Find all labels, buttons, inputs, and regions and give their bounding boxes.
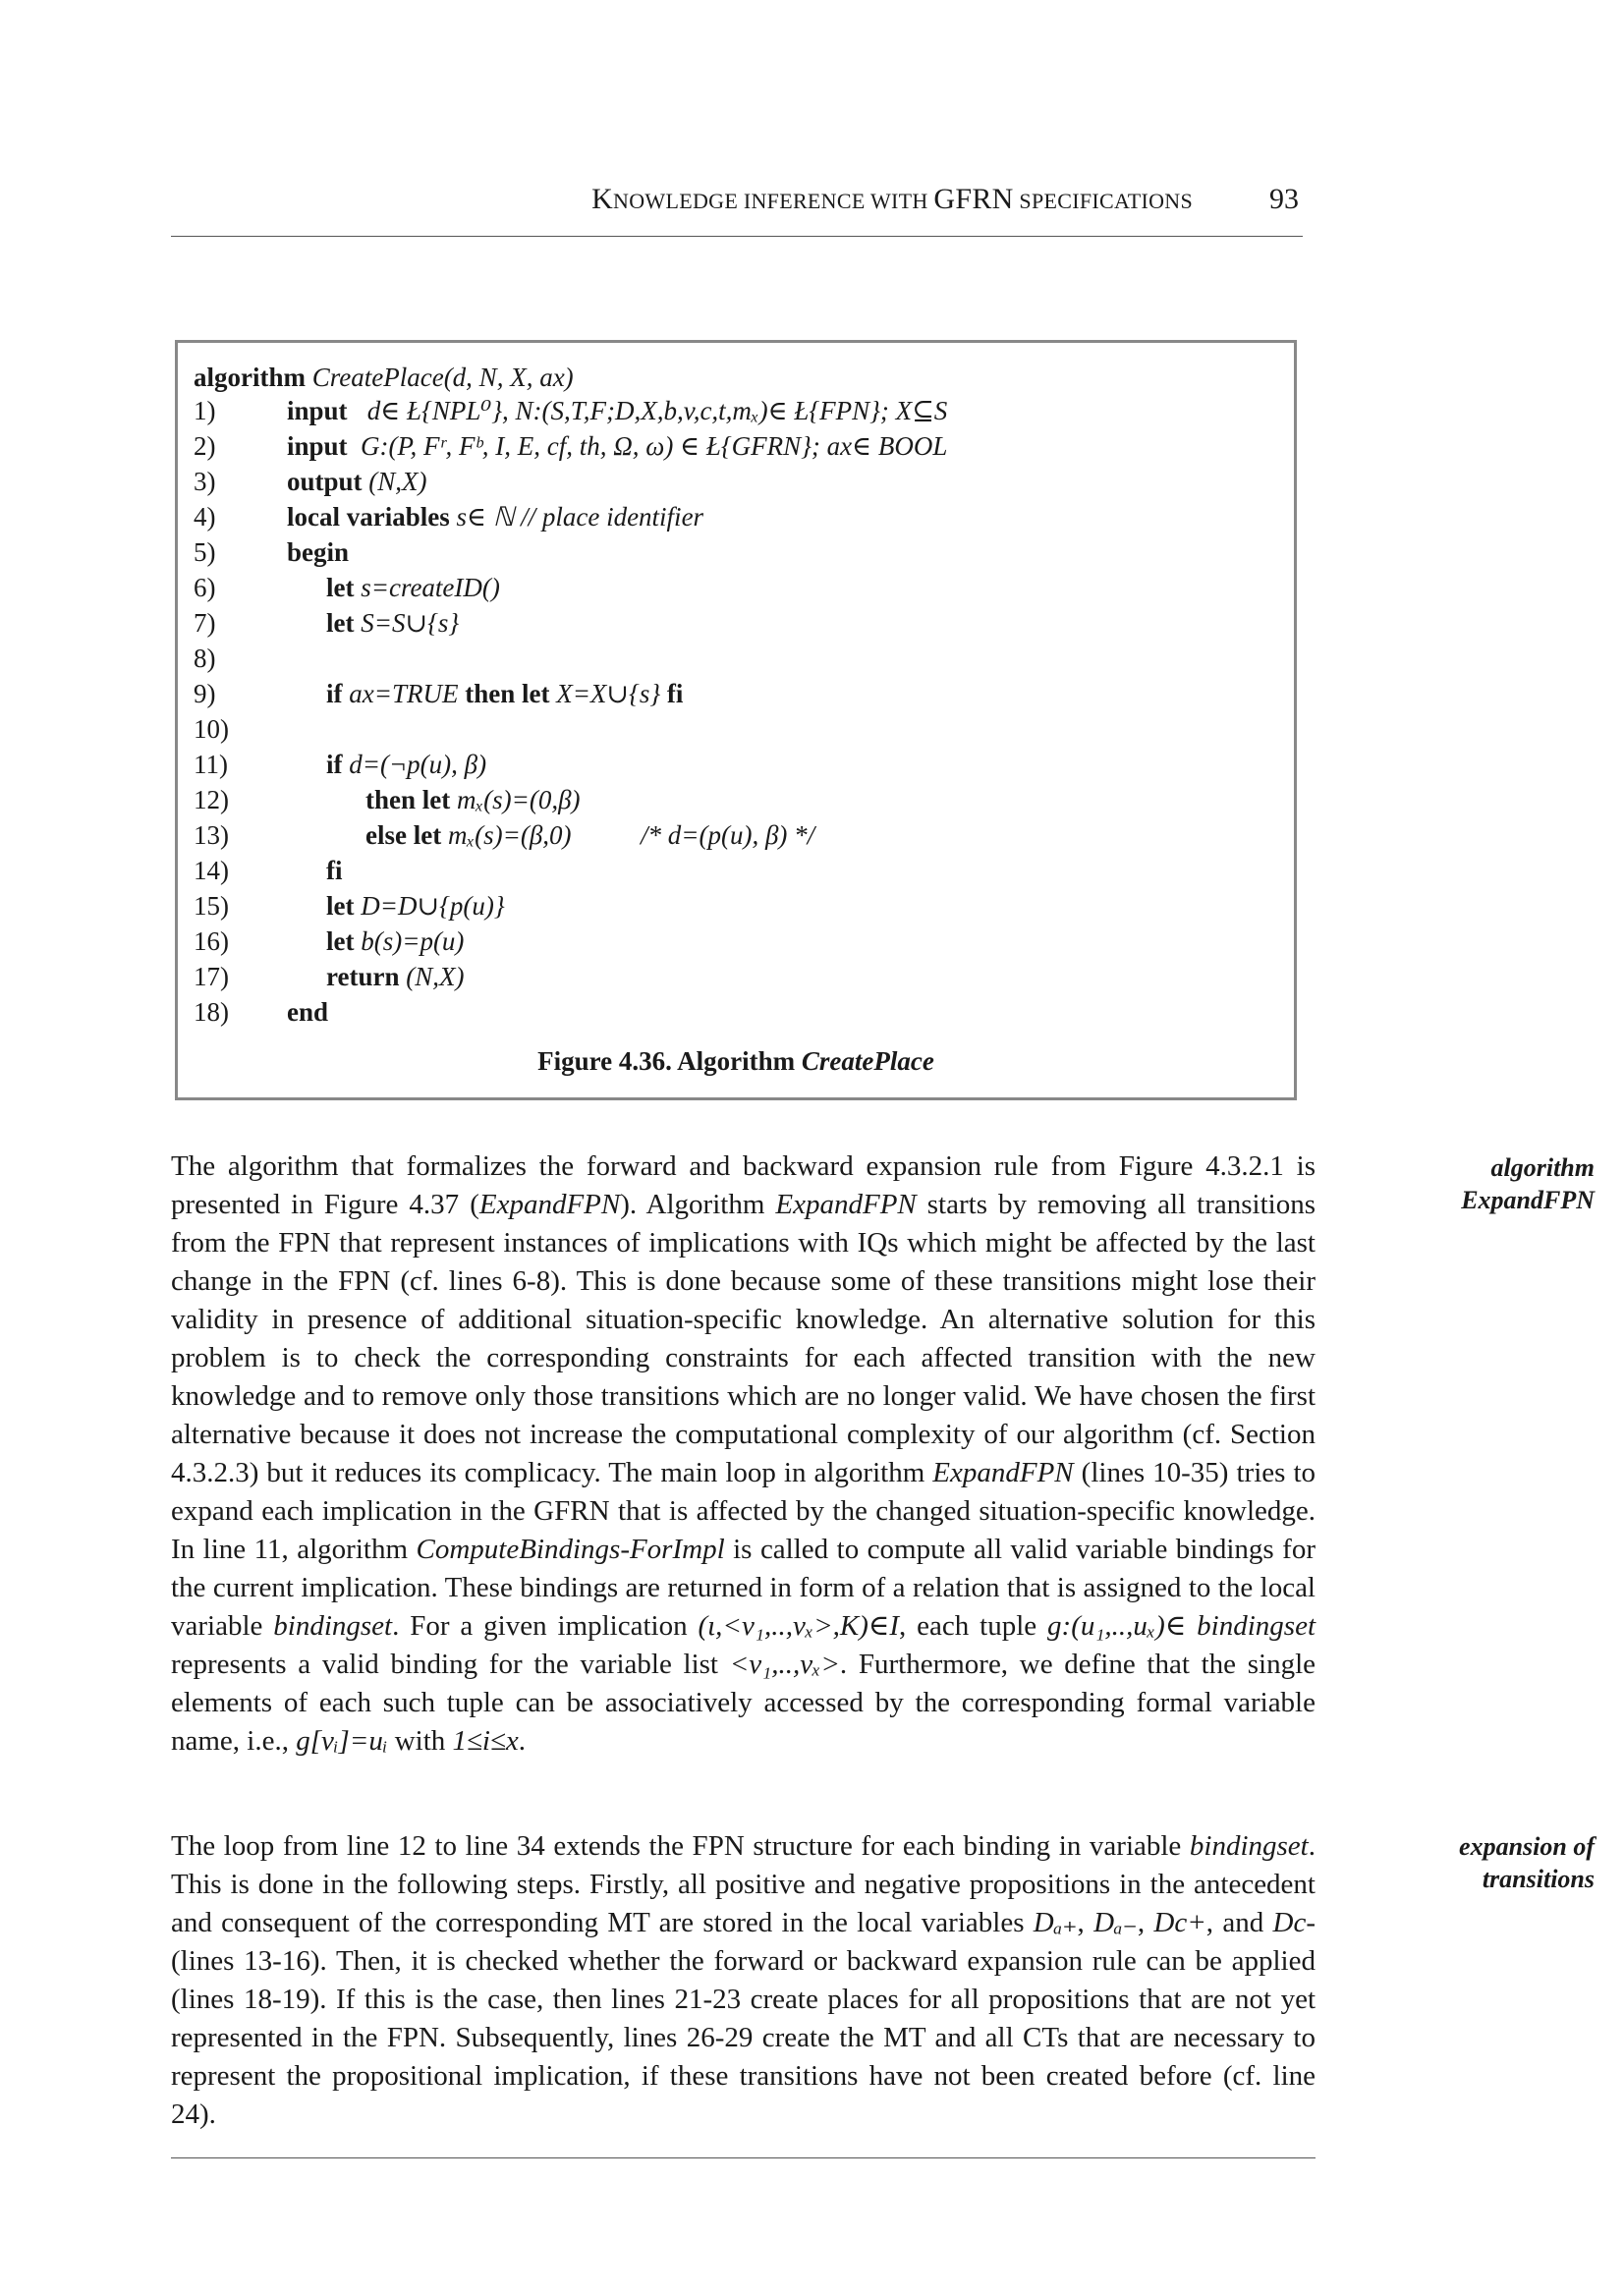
margin-note-expansion: expansion of transitions <box>1459 1832 1595 1893</box>
algorithm-figure: algorithm CreatePlace(d, N, X, ax) 1) input d∈ Ł{NPL⁰}, N:(S,T,F;D,X,b,v,c,t,mₓ)∈ Ł{FPN}; X⊆S 2) input G:(P, Fʳ, Fᵇ, I, E, cf, th, Ω, ω) ∈ Ł{GFRN}; ax∈ BOOL 3) output (N,X) 4) local variables s∈ ℕ // place identifier 5) begin 6) let s=createID() 7) let S=S∪{s} 8) 9) if ax=TRUE then let X=X∪{s} fi 10) 11) if d=(¬p(u), β) 12) then let mₓ(s)=(0,β) 13) else let mₓ(s)=(β,0) /* d=(p(u), β) */ 14) fi 15) let D=D∪{p(u)} 16) let b(s)=p(u) 17) return (N,X) 18) end Figure 4.36. Algorithm CreatePlace <box>175 340 1297 1100</box>
figure-caption: Figure 4.36. Algorithm CreatePlace <box>537 1046 934 1076</box>
paragraph-expansion: The loop from line 12 to line 34 extends the FPN structure for each binding in variable bindingset. This is done in the following steps. Firstly, all positive and negative propositions in the antecedent and consequent of the corresponding MT are stored in the local variables Dₐ₊, Dₐ₋, Dc+, and Dc- (lines 13-16). Then, it is checked whether the forward or backward expansion rule can be applied (lines 18-19). If this is the case, then lines 21-23 create places for all propositions that are not yet represented in the FPN. Subsequently, lines 26-29 create the MT and all CTs that are necessary to represent the propositional implication, if these transitions have not been created before (cf. line 24). <box>171 1830 1316 2130</box>
algorithm-heading: algorithm CreatePlace(d, N, X, ax) <box>194 363 574 392</box>
margin-note-algorithm: algorithm ExpandFPN <box>1461 1153 1595 1214</box>
page-number: 93 <box>1269 183 1299 215</box>
running-title: KNOWLEDGE INFERENCE WITH GFRN SPECIFICATIONS <box>591 183 1193 215</box>
paragraph-expandfpn: The algorithm that formalizes the forward and backward expansion rule from Figure 4.3.2.1 is presented in Figure 4.37 (ExpandFPN). Algorithm ExpandFPN starts by removing all transitions from the FPN that represent instances of implications with IQs which might be affected by the last change in the FPN (cf. lines 6-8). This is done because some of these transitions might lose their validity in presence of additional situation-specific knowledge. An alternative solution for this problem is to check the corresponding constraints for each affected transition with the new knowledge and to remove only those transitions which are no longer valid. We have chosen the first alternative because it does not increase the computational complexity of our algorithm (cf. Section 4.3.2.3) but it reduces its complicacy. The main loop in algorithm ExpandFPN (lines 10-35) tries to expand each implication in the GFRN that is affected by the changed situation-specific knowledge. In line 11, algorithm ComputeBindings-ForImpl is called to compute all valid variable bindings for the current implication. These bindings are returned in form of a relation that is assigned to the local variable bindingset. For a given implication (ι,<v₁,..,vₓ>,K)∈I, each tuple g:(u₁,..,uₓ)∈ bindingset represents a valid binding for the variable list <v₁,..,vₓ>. Furthermore, we define that the single elements of each such tuple can be associatively accessed by the corresponding formal variable name, i.e., g[vᵢ]=uᵢ with 1≤i≤x. <box>171 1150 1316 1757</box>
running-header <box>171 183 1303 237</box>
footer-rule <box>171 2157 1316 2158</box>
